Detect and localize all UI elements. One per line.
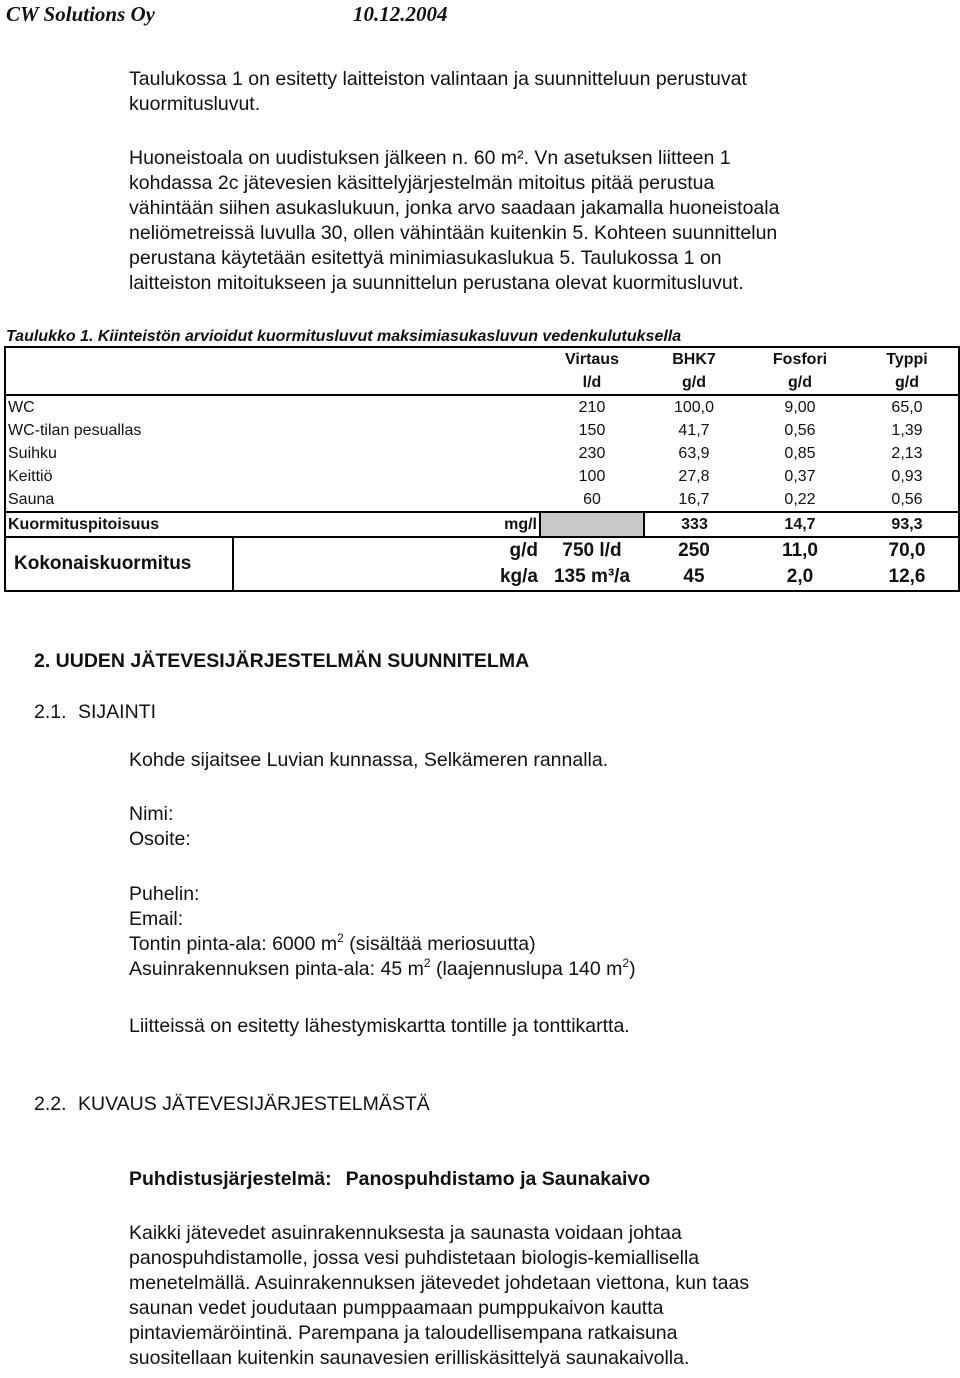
cell-typpi: 65,0 [856, 395, 959, 419]
row-label: WC [5, 395, 233, 419]
cell-virtaus: 100 [578, 467, 606, 485]
cell-virtaus: 135 m³/a [540, 563, 644, 591]
row-unit: g/d [509, 539, 538, 561]
cell-fosfori: 0,37 [784, 467, 816, 485]
subsection-heading-2-1 [34, 701, 156, 724]
row-unit: kg/a [488, 563, 540, 591]
cell-virtaus: 230 [578, 444, 606, 462]
document-date: 10.12.2004 [353, 2, 448, 26]
subsection-title: SIJAINTI [78, 701, 157, 723]
column-header: Typpi [856, 347, 959, 371]
text-line: panospuhdistamolle, jossa vesi puhdistetaan biologis-kemiallisella [129, 1247, 700, 1269]
column-unit: g/d [682, 373, 706, 391]
purification-system [129, 1167, 650, 1192]
row-label: WC-tilan pesuallas [5, 419, 233, 442]
subsection-heading-2-2 [34, 1093, 430, 1116]
cell-typpi: 93,3 [856, 512, 959, 537]
cell-virtaus: 150 [578, 421, 606, 439]
cell-fosfori: 0,56 [784, 421, 816, 439]
description-paragraph [129, 1221, 749, 1371]
subsection-number: 2.2. [34, 1093, 67, 1115]
cell-bhk7: 100,0 [644, 395, 744, 419]
table-header-row [5, 347, 959, 371]
intro-paragraph-2 [129, 146, 779, 296]
text-line: Huoneistoala on uudistuksen jälkeen n. 60 m². Vn asetuksen liitteen 1 [129, 147, 731, 169]
cell-typpi: 0,56 [856, 488, 959, 512]
table-unit-row [5, 371, 959, 395]
table-row [5, 419, 959, 442]
purification-value: Panospuhdistamo ja Saunakaivo [345, 1168, 651, 1190]
cell-fosfori: 0,85 [784, 444, 816, 462]
subsection-number: 2.1. [34, 701, 67, 723]
cell-bhk7: 333 [644, 512, 744, 537]
row-label: Keittiö [5, 465, 233, 488]
text-line: kuormitusluvut. [129, 93, 261, 115]
building-area: Asuinrakennuksen pinta-ala: 45 $m^2$ (laajennuslupa 140 $m^2$) [129, 956, 636, 980]
contact-block [129, 802, 191, 852]
property-block [129, 882, 636, 982]
row-unit: mg/l [488, 512, 540, 537]
location-text: Kohde sijaitsee Luvian kunnassa, Selkämeren rannalla. [129, 749, 609, 771]
table-row [5, 442, 959, 465]
text-line: suositellaan kuitenkin saunavesien erilliskäsittelyä saunakaivolla. [129, 1347, 690, 1369]
text-line: pintaviemäröintinä. Parempana ja taloudellisempana ratkaisuna [129, 1322, 678, 1344]
purification-label: Puhdistusjärjestelmä: [129, 1168, 332, 1190]
column-unit: l/d [582, 373, 602, 391]
cell-fosfori: 0,22 [784, 490, 816, 508]
cell-bhk7: 45 [644, 563, 744, 591]
text-line: laitteiston mitoitukseen ja suunnittelun perustana olevat kuormitusluvut. [129, 272, 744, 294]
text-line: vähintään siihen asukaslukuun, jonka arvo saadaan jakamalla huoneistoala [129, 197, 780, 219]
text-line: kohdassa 2c jätevesien käsittelyjärjestelmän mitoitus pitää perustua [129, 172, 715, 194]
column-header: Virtaus [540, 347, 644, 371]
cell-bhk7: 63,9 [678, 444, 710, 462]
cell-virtaus: 60 [583, 490, 601, 508]
text-line: menetelmällä. Asuinrakennuksen jätevedet johdetaan viettona, kun taas [129, 1272, 750, 1294]
phone-label: Puhelin: [129, 883, 200, 905]
name-label: Nimi: [129, 803, 174, 825]
cell-bhk7: 41,7 [678, 421, 710, 439]
column-header: Fosfori [744, 347, 856, 371]
row-label: Suihku [5, 442, 233, 465]
company-name: CW Solutions Oy [6, 2, 155, 26]
row-label: Sauna [5, 488, 233, 512]
cell-fosfori: 9,00 [744, 395, 856, 419]
cell-fosfori: 14,7 [744, 512, 856, 537]
attachments-text: Liitteissä on esitetty lähestymiskartta tontille ja tonttikartta. [129, 1015, 630, 1037]
row-label: Kokonaiskuormitus [5, 537, 233, 591]
address-label: Osoite: [129, 828, 191, 850]
cell-typpi: 12,6 [856, 563, 959, 591]
cell-typpi: 2,13 [856, 442, 959, 465]
intro-paragraph-1 [129, 67, 747, 117]
row-label: Kuormituspitoisuus [5, 512, 233, 537]
text-line: Taulukossa 1 on esitetty laitteiston valintaan ja suunnitteluun perustuvat [129, 68, 747, 90]
cell-bhk7: 16,7 [678, 490, 710, 508]
concentration-row [5, 512, 959, 537]
cell-bhk7: 27,8 [678, 467, 710, 485]
text-line: saunan vedet joudutaan pumppaamaan pumppukaivon kautta [129, 1297, 664, 1319]
column-unit: g/d [856, 371, 959, 395]
subsection-title: KUVAUS JÄTEVESIJÄRJESTELMÄSTÄ [78, 1093, 430, 1115]
cell-typpi: 1,39 [856, 419, 959, 442]
load-table [4, 346, 960, 592]
cell-fosfori: 11,0 [782, 539, 818, 561]
email-label: Email: [129, 908, 184, 930]
cell-typpi: 70,0 [856, 537, 959, 563]
table-row [5, 395, 959, 419]
total-row-daily [5, 537, 959, 563]
table-row [5, 465, 959, 488]
column-header: BHK7 [644, 347, 744, 371]
cell-virtaus: 210 [540, 395, 644, 419]
text-line: Kaikki jätevedet asuinrakennuksesta ja saunasta voidaan johtaa [129, 1222, 682, 1244]
cell-typpi: 0,93 [856, 465, 959, 488]
table-row [5, 488, 959, 512]
text-line: perustana käytetään esitettyä minimiasukaslukua 5. Taulukossa 1 on [129, 247, 722, 269]
section-heading: 2. UUDEN JÄTEVESIJÄRJESTELMÄN SUUNNITELMA [34, 650, 530, 672]
text-line: neliömetreissä luvulla 30, ollen vähintään kuitenkin 5. Kohteen suunnittelun [129, 222, 778, 244]
table-caption: Taulukko 1. Kiinteistön arvioidut kuormitusluvut maksimiasukasluvun vedenkulutuksella [6, 328, 682, 345]
cell-virtaus: 750 l/d [562, 539, 622, 561]
plot-area: Tontin pinta-ala: 6000 $m^2$ (sisältää meriosuutta) [129, 931, 536, 955]
cell-fosfori: 2,0 [744, 563, 856, 591]
cell-bhk7: 250 [678, 539, 710, 561]
column-unit: g/d [788, 373, 812, 391]
